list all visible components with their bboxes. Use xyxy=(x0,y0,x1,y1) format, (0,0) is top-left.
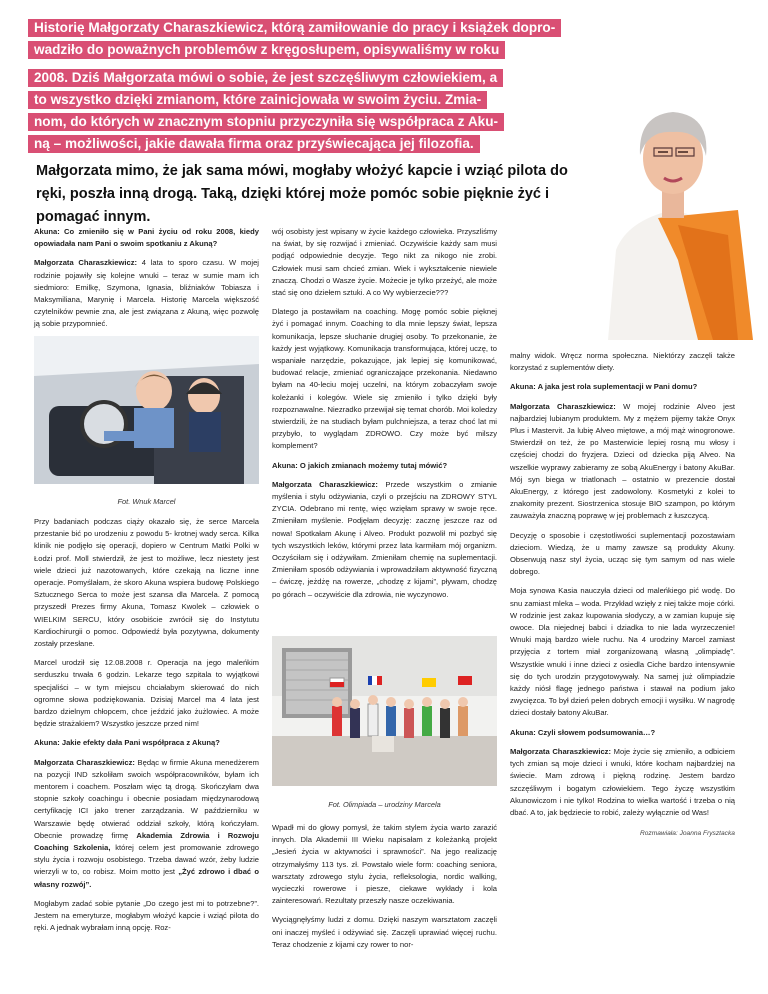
question: Akuna: A jaka jest rola suplementacji w Pani domu? xyxy=(510,382,698,392)
question: Akuna: Jakie efekty dała Pani współpraca z Akuną? xyxy=(34,738,220,748)
paragraph: Wyciągnęłyśmy ludzi z domu. Dzięki naszym warsztatom zaczęli oni inaczej myśleć i odżywiać się. Zaczęli uprawiać więcej ruchu. Teraz chodzenie z kijami czy rower to nor- xyxy=(272,915,497,949)
column-3 xyxy=(510,350,735,826)
header-line: Historię Małgorzaty Charaszkiewicz, którą zamiłowanie do pracy i książek dopro- xyxy=(28,18,561,38)
header-line: to wszystko dzięki zmianom, które zainicjowała w swoim życiu. Zmia- xyxy=(28,90,487,110)
answer: Małgorzata Charaszkiewicz: 4 lata to sporo czasu. W mojej rodzinie pojawiły się kolejne wnuki – teraz w sumie mam ich siedmioro: Emilkę, Szymona, Ignasia, bliźniaków Tobiasza i Maksymiliana, Marynię i Marcela. Historię Marcela większość czytelników pewnie zna, ale jest związana z Akuną, więc pozwolę ją sobie przypomnieć. xyxy=(34,258,259,329)
question: Akuna: Czyli słowem podsumowania…? xyxy=(510,727,656,737)
paragraph: Wpadł mi do głowy pomysł, że takim stylem życia warto zarazić innych. Dla Akademii III Wieku napisałam z koleżanką projekt „Jesień życia w aktywności i sprawności”. Na jego realizację otrzymałyśmy 113 tys. zł. Powstało wiele form: coaching seniora, warsztaty zdrowego stylu życia, refleksologia, nordic walking, wycieczki rowerowe i piesze, ciekawe wykłady i kola zainteresowań. Rezultaty przeszły nasze oczekiwania. xyxy=(272,823,497,906)
photo-caption: Fot. Olimpiada – urodziny Marcela xyxy=(328,800,441,809)
interviewer-signature: Rozmawiała: Joanna Frysztacka xyxy=(640,830,735,837)
answer: Małgorzata Charaszkiewicz: W mojej rodzinie Alveo jest najbardziej lubianym produktem. My z mężem pijemy także Onyx Plus i Mastervit. Ja lubię Alveo miętowe, a mój mąż winogronowe. Stwierdził on też, że po Masterwicie lepiej rosną mu włosy i częściej chodzi do fryzjera. Dzieci od dziecka piją Alveo. Na wszelkie wyprawy zabieramy ze sobą AkuEnergy i batony AkuBar. Mój syn biega w triatlonach – ostatnio w prezencie dostał AkuEnergy, z którego jest zadowolony. Kosmetyki z kolei to znakomity prezent. Siostrzenica stosuje BIO szampon, po którym zauważyła znaczną poprawę w jej problemach z łuszczycą. xyxy=(510,401,735,521)
header-line: ną – możliwości, jakie dawała firma oraz przyświecająca jej filozofia. xyxy=(28,134,480,154)
answer: Małgorzata Charaszkiewicz: Przede wszystkim o zmianie myślenia i stylu odżywiania, czyli o przejściu na ZDROWY STYL ZYCIA. Odebrano mi rentę, więc wzięłam sprawy w swoje ręce. Zmieniłam myślenie. Podjęłam decyzję: zacznę jeszcze raz od nowa! Spotkałam Akunę i Alveo. Produkt pozwolił mi pozbyć się tych wszystkich leków, którymi przez lata karmiłam mój organizm. Oczyściłam się i odżywiłam. Zmieniłam chemię na suplementacji. Zmieniłam sposób odżywiania i wprowadziłam aktywność fizyczną – ćwiczę, jeżdżę na rowerze, „chodzę z kijami”, pływam, chodzę po górach – oczywiście dla zdrowia, nie wyczynowo. xyxy=(272,479,497,599)
portrait-photo xyxy=(588,60,758,340)
header-line: nom, do których w znacznym stopniu przyczyniła się współpraca z Aku- xyxy=(28,112,504,132)
paragraph: wój osobisty jest wpisany w życie każdego człowieka. Przyszliśmy na świat, by się rozwijać i zmieniać. Oczywiście każdy sam musi podjąć odpowiednie decyzje. Tego nikt za nikogo nie zrobi. Człowiek musi sam chcieć zmian. Wiek i wykształcenie niewiele znaczą. Chodzi o Wasze życie. Możecie je tylko przeżyć, ale może stać się ono dziełem sztuki. A co Wy wybierzecie??? xyxy=(272,227,497,298)
lead-paragraph: Małgorzata mimo, że jak sama mówi, mogłaby włożyć kapcie i wziąć pilota do ręki, poszła inną drogą. Taką, dzięki której może pomóc sobie pięknie żyć i pomagać innym. xyxy=(36,163,568,225)
photo-caption: Fot. Wnuk Marcel xyxy=(117,497,176,506)
answer: Małgorzata Charaszkiewicz: Będąc w firmie Akuna menedżerem na pozycji IND szkoliłam swoich współpracowników, byłam ich mentorem i coachem. Poszłam więc tą drogą. Skończyłam dwa stopnie szkoły coachingu i obecnie posiadam międzynarodową certyfikację ICI jako trener zarządzania. W październiku w Warszawie będę otwierać oddział szkoły, którą kończyłam. Obecnie prowadzę firmę Akademia Zdrowia i Rozwoju Coaching Szkolenia, której celem jest promowanie zdrowego stylu życia i rozwoju osobistego. Trzeba dawać wzór, żeby ludzie wierzyli w to, co robisz. Moim motto jest „Żyć zdrowo i dbać o własny rozwój”. xyxy=(34,757,260,889)
question: Akuna: Co zmieniło się w Pani życiu od roku 2008, kiedy opowiadała nam Pani o swoim spotkaniu z Akuną? xyxy=(34,227,259,249)
question: Akuna: O jakich zmianach możemy tutaj mówić? xyxy=(272,460,448,470)
paragraph: Dlatego ja postawiłam na coaching. Mogę pomóc sobie pięknej żyć i pomagać innym. Coaching to dla mnie lepszy świat, lepsza komunikacja, lepsze słuchanie drugiej osoby. To przekonanie, że każdy jest wyjątkowy. Komunikacja transformująca, której uczę, to wspaniałe narzędzie, pokazujące, jak lepiej się komunikować, budować relacje, zmieniać ograniczające przekonania. Niedawno byłam na 40-leciu mojej uczelni, na którym zobaczyłam swoje koleżanki i kolegów. Wiele się zmieniło i tylko dzięki były rozpoznawalne. Niezradko przewijał się temat chorób. Moi koledzy stwierdzili, że na studiach byłam pulchniejsza, a teraz choć lat mi przybyło, to wyglądam ZDROWO. Czy może być milszy komplement? xyxy=(272,307,497,451)
paragraph: Przy badaniach podczas ciąży okazało się, że serce Marcela przestanie bić po urodzeniu z powodu 5- krotnej wady serca. Kilka klinik nie podjęło się operacji, dopiero w Centrum Matki Polki w Łodzi prof. Moll stwierdził, że jest to możliwe, lecz niestety jest wiele dzieci już nazotowanych, które czekają na liczne inne operacje. Pomyślałam, że skoro Akuna wspiera budowę Polskiego Sztucznego Serca to może jest szansa dla Marcela. Z pomocą przyszedł Prezes firmy Akuna, Tomasz Kwolek – człowiek o WIELKIM SERCU, który osobiście zwrócił się do Instytutu Kardiochirurgii o pomoc. Odpowiedź była pozytywna, dokumenty zostały przesłane. xyxy=(34,517,259,649)
column-1 xyxy=(34,226,259,338)
column-1-lower xyxy=(34,516,259,942)
header-line: 2008. Dziś Małgorzata mówi o sobie, że jest szczęśliwym człowiekiem, a xyxy=(28,68,503,88)
header-line: wadziło do poważnych problemów z kręgosłupem, opisywaliśmy w roku xyxy=(28,40,505,60)
answer: Małgorzata Charaszkiewicz: Moje życie się zmieniło, a odbiciem tych zmian są moje dzieci i wnuki, które kocham najbardziej na świecie. Mam zdrową i piękną rodzinę. Jestem bardzo szczęśliwym i bogatym człowiekiem. Tego życzę wszystkim Akunowiczom i nie tylko! Rodzina to wielka wartość i trzeba o nią dbać. A to, jak będziecie to robić, zależy wyłącznie od Was! xyxy=(510,746,735,817)
photo-olympiad xyxy=(272,636,497,786)
paragraph: Decyzję o sposobie i częstotliwości suplementacji pozostawiam dzieciom. Wiedzą, że u mamy zawsze są produkty Akuny. Obserwują nasz styl życia, ucząc się tym samym od nas wiele dobrego. xyxy=(510,530,735,577)
paragraph: malny widok. Wręcz norma społeczna. Niektórzy zaczęli także korzystać z suplementów diety. xyxy=(510,351,735,373)
paragraph: Marcel urodził się 12.08.2008 r. Operacja na jego maleńkim serduszku trwała 6 godzin. Lekarze tego szpitala to wyjątkowi specjaliści – w tym miejscu chciałabym skierować do nich ogromne słowa podziękowania. Dzisiaj Marcel ma 4 lata jest bardzo dzielnym chłopcem, chce jeździć jako żużlowiec. A może będzie strażakiem? Wszystko jeszcze przed nim! xyxy=(34,658,259,729)
paragraph: Moja synowa Kasia nauczyła dzieci od maleńkiego pić wodę. Do snu zamiast mleka – woda. Przykład wzięły z niej także moje córki. W rodzinie jest zakaz kupowania słodyczy, a w zamian kupuje się owoce. Dla niejednej babci i dziadka to nie lada wyrzeczenie! Wnuki mają bardzo wiele ruchu. Na 4 urodziny Marcel zamiast przyjęcia z tortem miał zorganizowaną własną „olimpiadę”. Wszystkie wnuki i inne dzieci z osiedla Ciche bardzo intensywnie się do tych urodzin przygotowywały. Na samej już olimpiadzie każdy niósł flagę jednego państwa i stawał na podium jako zwycięzca. To był dzień pełen dobrych emocji i wysiłku. W nagrodę dzieci dostały batony AkuBar. xyxy=(510,586,735,718)
column-2-lower xyxy=(272,822,497,958)
photo-marcel-racecar xyxy=(34,336,259,484)
paragraph: Mogłabym zadać sobie pytanie „Do czego jest mi to potrzebne?”. Jestem na emeryturze, mogłabym włożyć kapcie i wziąć pilota do ręki. A jednak wybrałam inną opcję. Roz- xyxy=(34,898,259,933)
column-2 xyxy=(272,226,497,608)
